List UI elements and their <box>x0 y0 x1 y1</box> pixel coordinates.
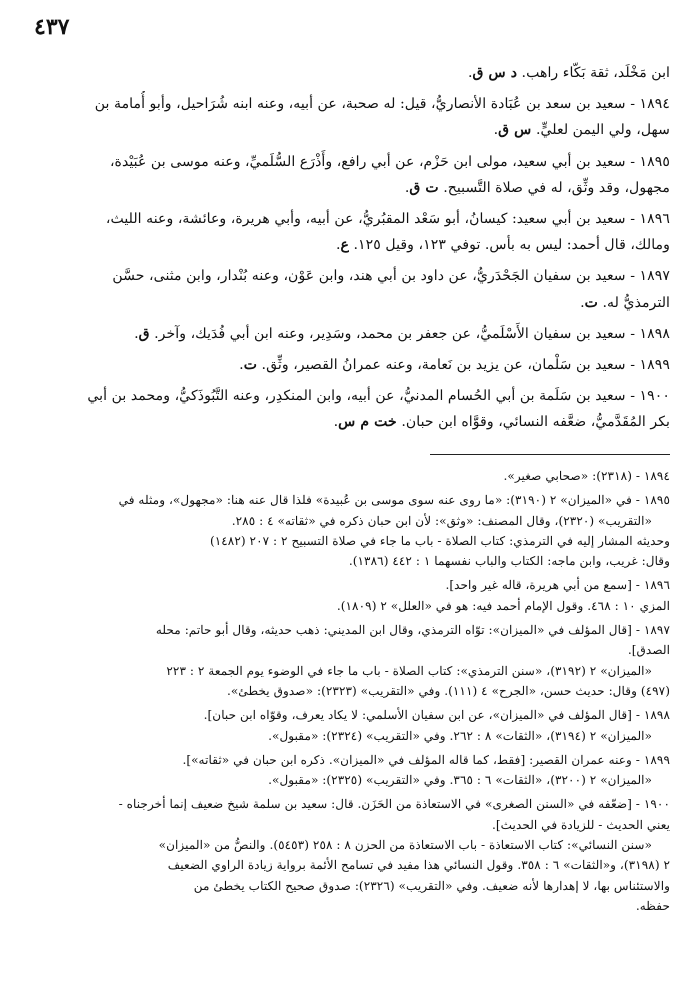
footnote-line: وحديثه المشار إليه في الترمذي: كتاب الصلاة - باب ما جاء في صلاة التسبيح ٢ : ٢٠٧ (١٤٨٢) <box>209 533 670 548</box>
footnote-line: يعني الحديث - للزيادة في الحديث]. <box>491 817 670 832</box>
entry <box>30 263 670 315</box>
footnote-line: ١٨٩٩ - وعنه عمران القصير: [فقط، كما قاله المؤلف في «الميزان». ذكره ابن حبان في «ثقاته»]. <box>182 752 670 767</box>
entry <box>30 352 670 378</box>
footnote-line: وقال: غريب، وابن ماجه: الكتاب والباب نفسهما ١ : ٤٤٢ (١٣٨٦). <box>348 554 670 569</box>
footnote <box>30 466 670 486</box>
entry <box>30 206 670 258</box>
footnote-line: ١٨٩٥ - في «الميزان» ٢ (٣١٩٠): «ما روى عنه سوى موسى بن عُبيدة» فلذا قال عنه هنا: «مجهول»، ومثله في <box>118 493 670 508</box>
footnote-line: والاستئناس بها، لا إهدارها لأنه ضعيف. وفي «التقريب» (٢٣٢٦): صدوق صحيح الكتاب يخطئ من <box>193 878 670 893</box>
entry-line: ١٨٩٧ - سعيد بن سفيان الجَحْدَريُّ، عن داود بن أبي هند، وابن عَوْن، وعنه بُنْدار، وابن مثنى، حسَّن <box>112 268 670 285</box>
page-number: ٤٣٧ <box>34 14 70 40</box>
entry-line: ١٨٩٩ - سعيد بن سَلْمان، عن يزيد بن نَعامة، وعنه عمرانُ القصير، وثِّق. ت. <box>239 357 670 374</box>
footnote <box>30 750 670 791</box>
footnote-line: «الميزان» ٢ (٣٢٠٠)، «الثقات» ٦ : ٣٦٥. وفي «التقريب» (٢٣٢٥): «مقبول». <box>268 773 652 788</box>
entry <box>30 321 670 347</box>
footnote-line: «الميزان» ٢ (٣١٩٢)، «سنن الترمذي»: كتاب الصلاة - باب ما جاء في الوضوء يوم الجمعة ٢ : ٢٢٣ <box>166 663 652 678</box>
footnote-line: الصدق]. <box>627 643 670 658</box>
entry-line: بكر المُقَدَّميُّ، ضعَّفه النسائي، وقوَّاه ابن حبان. خت م س. <box>333 414 670 431</box>
footnote-line: ١٩٠٠ - [ضعّفه في «السنن الصغرى» في الاستعاذة من الحَزَن. قال: سعيد بن سلمة شيخ ضعيف إنما أخرجناه - <box>118 797 670 812</box>
entry <box>30 91 670 143</box>
entry-line: ١٨٩٨ - سعيد بن سفيان الأَسْلَميُّ، عن جعفر بن محمد، وسَدِير، وعنه ابن أبي فُدَيك، وآخر. ق. <box>134 325 670 342</box>
footnote-line: «التقريب» (٢٣٢٠)، وقال المصنف: «وثق»: لأن ابن حبان ذكره في «ثقاته» ٤ : ٢٨٥. <box>231 513 652 528</box>
entry-line: الترمذيُّ له. ت. <box>580 294 670 311</box>
entry-line: سهل، ولي اليمن لعليٍّ. س ق. <box>493 122 670 139</box>
footnotes <box>30 466 670 916</box>
footnote <box>30 705 670 746</box>
footnote-line: حفظه. <box>635 898 670 913</box>
footnote <box>30 490 670 571</box>
entry-line: ١٩٠٠ - سعيد بن سَلَمة بن أبي الحُسام المدنيُّ، عن أبيه، وابن المنكدِر، وعنه التَّبُوذَكيُّ، ومحمد بن أبي <box>87 388 670 405</box>
main-text <box>30 60 670 436</box>
footnote-line: «الميزان» ٢ (٣١٩٤)، «الثقات» ٨ : ٢٦٢. وفي «التقريب» (٢٣٢٤): «مقبول». <box>268 728 652 743</box>
entry <box>30 149 670 201</box>
footnote-line: ١٨٩٤ - (٢٣١٨): «صحابي صغير». <box>503 469 670 483</box>
entry-line: ١٨٩٤ - سعيد بن سعد بن عُبَادة الأنصاريُّ، قيل: له صحبة، عن أبيه، وعنه ابنه شُرَاحيل، وأبو أُمامة بن <box>94 96 670 113</box>
entry-line: ابن مَخْلَد، ثقة بَكّاء راهب. د س ق. <box>468 65 670 81</box>
entry-line: مجهول، وقد وثِّق، له في صلاة التَّسبيح. ت ق. <box>404 179 670 196</box>
footnote-line: «سنن النسائي»: كتاب الاستعاذة - باب الاستعاذة من الحزن ٨ : ٢٥٨ (٥٤٥٣). والنصُّ من «الميزان» <box>158 838 652 853</box>
footnote-line: ١٨٩٧ - [قال المؤلف في «الميزان»: توّاه الترمذي، وقال ابن المديني: ذهب حديثه، وقال أبو حاتم: محله <box>155 623 670 638</box>
footnote <box>30 620 670 701</box>
footnote-divider <box>430 454 670 455</box>
entry-line: ومالك، قال أحمد: ليس به بأس. توفي ١٢٣، وقيل ١٢٥. ع. <box>335 237 670 254</box>
footnote-line: ١٨٩٦ - [سمع من أبي هريرة، قاله غير واحد]. <box>445 578 670 593</box>
entry <box>30 60 670 86</box>
footnote <box>30 794 670 916</box>
entry-line: ١٨٩٦ - سعيد بن أبي سعيد: كيسانُ، أبو سَعْد المقبُريُّ، عن أبيه، وأبي هريرة، وعائشة، وعنه الليث، <box>105 211 670 228</box>
entry-line: ١٨٩٥ - سعيد بن أبي سعيد، مولى ابن حَزْم، عن أبي رافع، وأَذْرَع السُّلَميِّ، وعنه موسى بن عُبَيْدة، <box>109 153 670 170</box>
footnote-line: (٤٩٧) وقال: حديث حسن، «الجرح» ٤ (١١١). وفي «التقريب» (٢٣٢٣): «صدوق يخطئ». <box>226 683 670 698</box>
footnote <box>30 575 670 616</box>
entry <box>30 383 670 435</box>
footnote-line: ٢ (٣١٩٨)، و«الثقات» ٦ : ٣٥٨. وقول النسائي هذا مفيد في تسامح الأئمة برواية زيادة الراوي الضعيف <box>167 858 670 873</box>
footnote-line: المزي ١٠ : ٤٦٨. وقول الإمام أحمد فيه: هو في «العلل» ٢ (١٨٠٩). <box>336 598 670 613</box>
footnote-line: ١٨٩٨ - [قال المؤلف في «الميزان»، عن ابن سفيان الأسلمي: لا يكاد يعرف، وقوّاه ابن حبان]. <box>203 708 670 723</box>
